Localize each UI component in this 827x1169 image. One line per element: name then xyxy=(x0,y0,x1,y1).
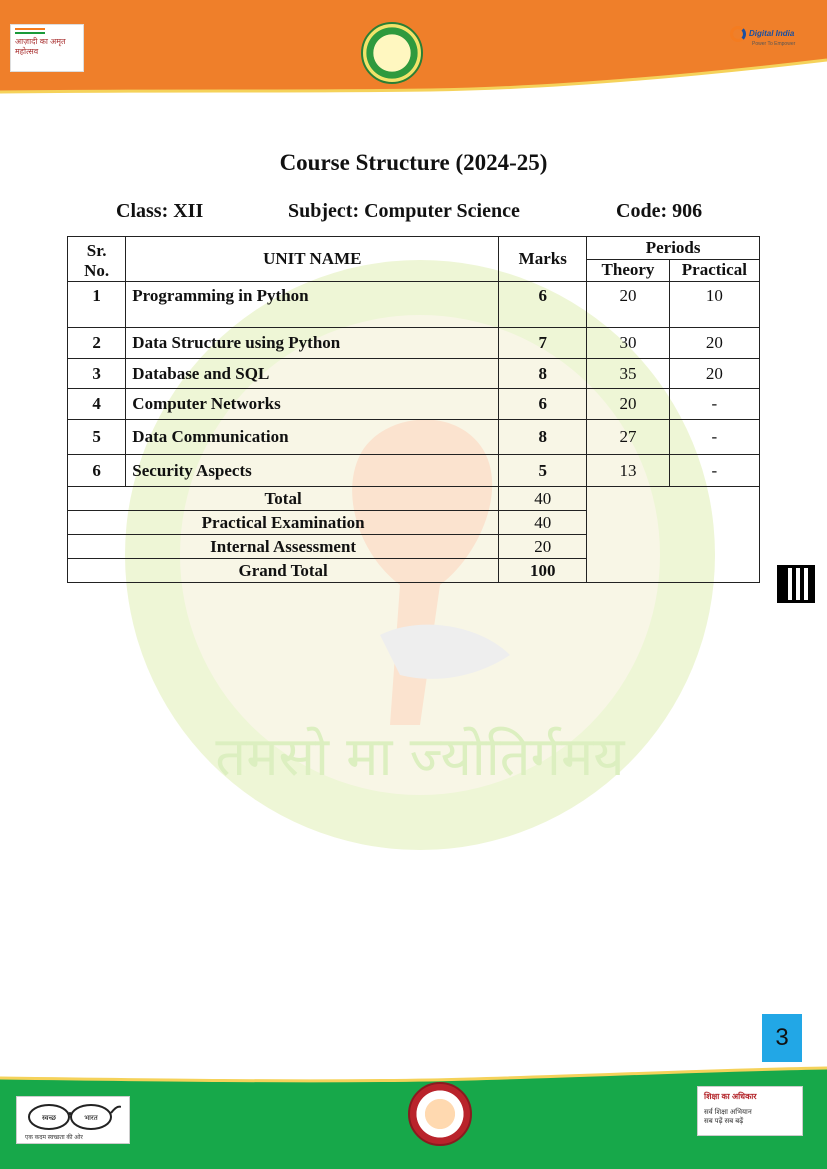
cell-marks: 6 xyxy=(499,282,587,328)
cell-practical: - xyxy=(669,455,759,487)
cell-theory: 30 xyxy=(587,328,670,359)
swachh-left-text: स्वच्छ xyxy=(41,1114,57,1122)
right-to-education-logo xyxy=(697,1086,803,1136)
cell-theory: 20 xyxy=(587,389,670,420)
cell-sr: 6 xyxy=(68,455,126,487)
digital-india-logo xyxy=(730,26,800,56)
table-row xyxy=(68,420,760,455)
cell-theory: 27 xyxy=(587,420,670,455)
digital-india-icon xyxy=(730,26,746,42)
cell-unit: Programming in Python xyxy=(126,282,499,328)
table-row xyxy=(68,455,760,487)
summary-value: 100 xyxy=(499,559,587,583)
header-marks: Marks xyxy=(499,237,587,282)
qr-code-icon[interactable] xyxy=(777,565,815,603)
swachh-bharat-logo xyxy=(16,1096,130,1144)
cell-marks: 8 xyxy=(499,420,587,455)
beti-bachao-seal xyxy=(408,1082,472,1146)
digital-india-title: Digital India xyxy=(749,29,795,39)
summary-label: Grand Total xyxy=(68,559,499,583)
cell-marks: 6 xyxy=(499,389,587,420)
summary-label: Practical Examination xyxy=(68,511,499,535)
rte-title: शिक्षा का अधिकार xyxy=(704,1092,757,1101)
left-logo-text: आज़ादी का अमृत महोत्सव xyxy=(15,37,66,56)
glasses-icon xyxy=(25,1103,121,1131)
cell-marks: 8 xyxy=(499,359,587,389)
cell-theory: 20 xyxy=(587,282,670,328)
digital-india-sub: Power To Empower xyxy=(752,41,796,47)
watermark-text: तमसो मा ज्योतिर्गमय xyxy=(215,725,625,788)
cell-practical: - xyxy=(669,420,759,455)
cell-practical: 20 xyxy=(669,328,759,359)
cell-theory: 13 xyxy=(587,455,670,487)
summary-label: Internal Assessment xyxy=(68,535,499,559)
cell-sr: 4 xyxy=(68,389,126,420)
board-seal-top xyxy=(361,22,423,84)
cell-unit: Data Structure using Python xyxy=(126,328,499,359)
cell-sr: 5 xyxy=(68,420,126,455)
cell-practical: 10 xyxy=(669,282,759,328)
table-row xyxy=(68,282,760,328)
class-label: Class: XII xyxy=(116,200,204,222)
summary-value: 20 xyxy=(499,535,587,559)
swachh-right-text: भारत xyxy=(84,1114,98,1122)
summary-value: 40 xyxy=(499,511,587,535)
header-periods: Periods xyxy=(587,237,760,260)
cell-sr: 1 xyxy=(68,282,126,328)
table-row xyxy=(68,328,760,359)
page-title: Course Structure (2024-25) xyxy=(279,150,548,175)
cell-unit: Data Communication xyxy=(126,420,499,455)
cell-practical: 20 xyxy=(669,359,759,389)
cell-sr: 3 xyxy=(68,359,126,389)
cell-marks: 5 xyxy=(499,455,587,487)
page-number-badge: 3 xyxy=(762,1014,802,1062)
rte-line1: सर्व शिक्षा अभियान xyxy=(704,1109,752,1116)
rte-line2: सब पढ़ें सब बढ़ें xyxy=(704,1118,744,1125)
cell-unit: Security Aspects xyxy=(126,455,499,487)
azadi-ka-amrit-mahotsav-logo xyxy=(10,24,84,72)
subject-label: Subject: Computer Science xyxy=(288,200,520,222)
summary-value: 40 xyxy=(499,487,587,511)
header-practical: Practical xyxy=(669,259,759,282)
cell-unit: Computer Networks xyxy=(126,389,499,420)
swachh-tagline: एक कदम स्वच्छता की ओर xyxy=(25,1135,83,1141)
cell-sr: 2 xyxy=(68,328,126,359)
table-row xyxy=(68,389,760,420)
header-unit-name: UNIT NAME xyxy=(126,237,499,282)
table-row xyxy=(68,359,760,389)
cell-practical: - xyxy=(669,389,759,420)
course-structure-table xyxy=(67,236,760,583)
summary-label: Total xyxy=(68,487,499,511)
code-label: Code: 906 xyxy=(616,200,703,222)
summary-blank xyxy=(587,487,760,583)
cell-unit: Database and SQL xyxy=(126,359,499,389)
header-sr-no: Sr. No. xyxy=(68,237,126,282)
header-theory: Theory xyxy=(587,259,670,282)
summary-row-total xyxy=(68,487,760,511)
cell-theory: 35 xyxy=(587,359,670,389)
cell-marks: 7 xyxy=(499,328,587,359)
flag-icon xyxy=(15,28,45,34)
